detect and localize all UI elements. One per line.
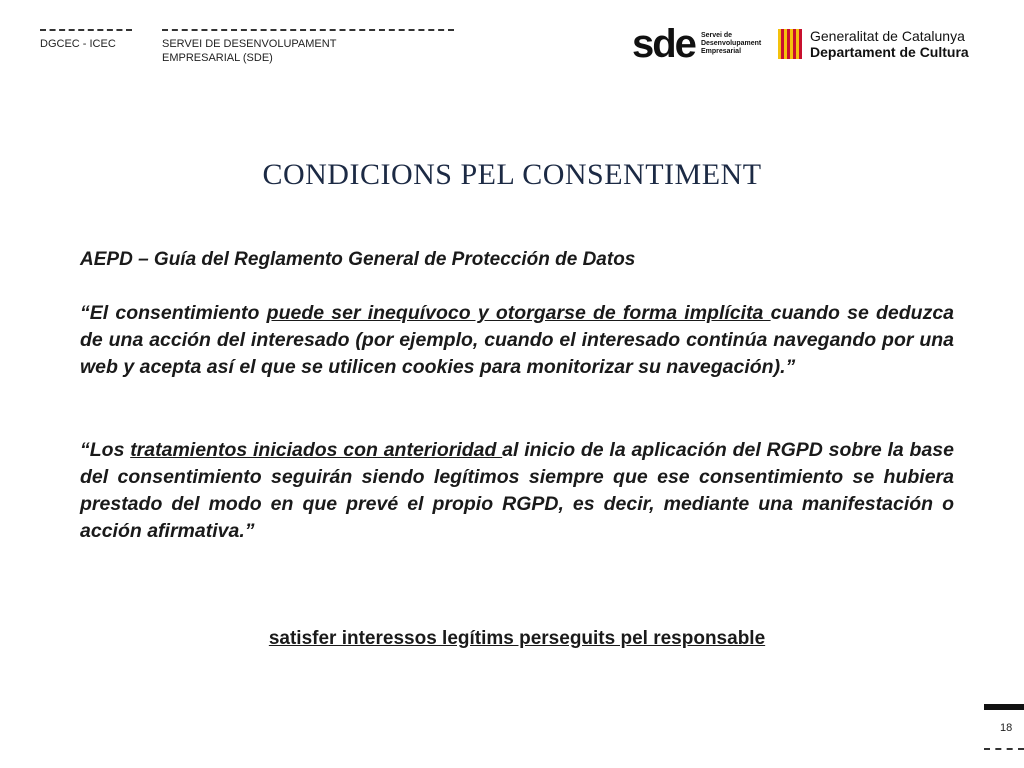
- quote1-pre: “El consentimiento: [80, 302, 267, 324]
- footer-link[interactable]: satisfer interessos legítims perseguits pel responsable: [268, 628, 766, 649]
- header-label-dgcec: DGCEC - ICEC: [40, 38, 116, 50]
- catalan-flag-icon: [778, 29, 802, 59]
- sde-sub-line2: Desenvolupament: [700, 40, 762, 47]
- header-label-service: [162, 37, 336, 65]
- quote2-underlined: tratamientos iniciados con anterioridad: [130, 439, 503, 461]
- sde-sub-line3: Empresarial: [700, 48, 742, 55]
- page-marker-bar: [984, 704, 1024, 710]
- header-divider-left: [40, 29, 132, 31]
- quote-paragraph-1: [80, 300, 954, 381]
- quote2-pre: “Los: [80, 439, 131, 461]
- quote1-underlined: puede ser inequívoco y otorgarse de forma implícita: [266, 302, 771, 324]
- page-divider-bottom: [984, 748, 1024, 750]
- generalitat-line2: Departament de Cultura: [810, 44, 969, 60]
- generalitat-logo-text: [810, 28, 969, 60]
- quote2-post: al inicio de la aplicación del RGPD sobre la base del consentimiento seguirán siendo legítimos siempre que ese consentimiento se hubiera prestado del modo en que prevé el propio RGPD, es decir, mediante una manifestación o acción afirmativa.”: [80, 439, 954, 542]
- sde-sub-line1: Servei de: [700, 32, 733, 39]
- sde-logo-mark: sde: [632, 22, 695, 66]
- generalitat-line1: Generalitat de Catalunya: [810, 28, 965, 44]
- slide-title: CONDICIONS PEL CONSENTIMENT: [262, 158, 762, 191]
- quote1-post: cuando se deduzca de una acción del interesado (por ejemplo, cuando el interesado continúa navegando por una web y acepta así el que se utilicen cookies para monitorizar su navegación).”: [80, 302, 955, 378]
- page-number: 18: [1000, 722, 1013, 734]
- sde-logo: [632, 24, 761, 64]
- generalitat-logo: [778, 28, 969, 60]
- header-divider-right: [162, 29, 454, 31]
- slide-subheading: AEPD – Guía del Reglamento General de Protección de Datos: [80, 249, 636, 270]
- sde-logo-subtitle: [701, 32, 761, 56]
- quote-paragraph-2: [80, 437, 954, 545]
- header-service-line2: EMPRESARIAL (SDE): [162, 52, 273, 64]
- header-service-line1: SERVEI DE DESENVOLUPAMENT: [162, 38, 337, 50]
